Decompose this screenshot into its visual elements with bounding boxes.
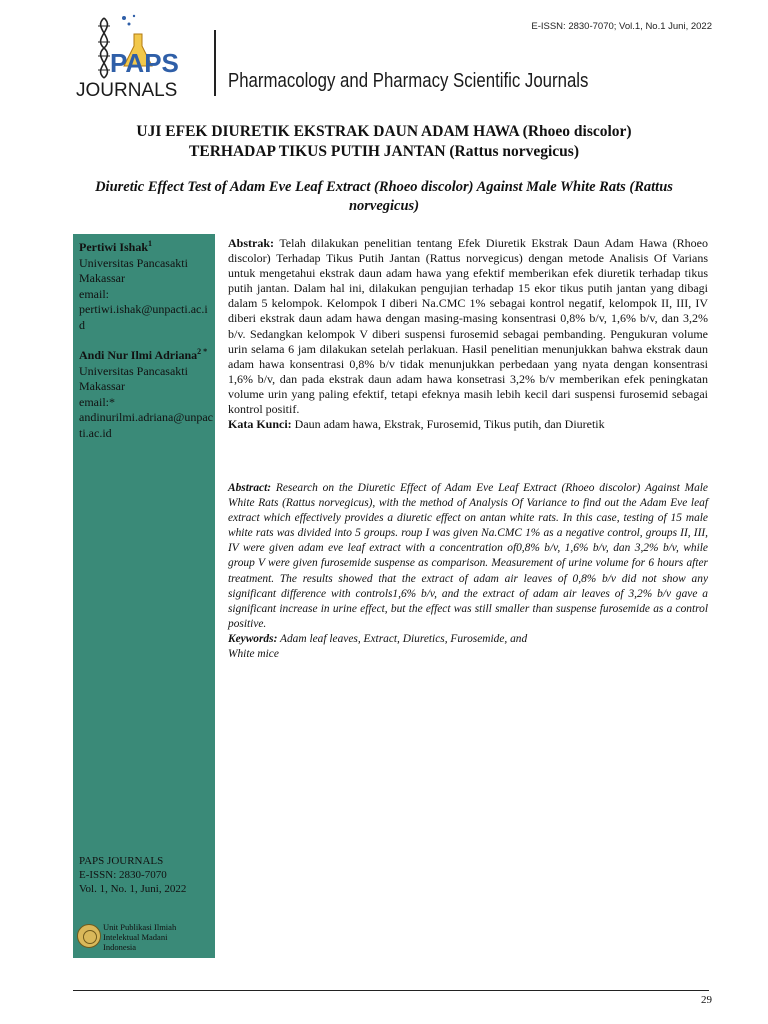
author-2-email-label: email:*: [79, 394, 115, 409]
title-line-1: UJI EFEK DIURETIK EKSTRAK DAUN ADAM HAWA (Rhoeo discolor): [136, 123, 632, 140]
kata-kunci-label: Kata Kunci:: [228, 417, 292, 432]
keywords: [228, 632, 708, 647]
abstrak-label: Abstrak:: [228, 236, 275, 250]
abstract-english-body: [228, 481, 708, 632]
title-line-2: TERHADAP TIKUS PUTIH JANTAN (Rattus norvegicus): [189, 143, 579, 160]
author-1-email[interactable]: pertiwi.ishak@unpacti.ac.id: [79, 302, 208, 332]
upi-text: [103, 922, 176, 952]
footer-rule: [73, 990, 709, 991]
author-sidebar: [73, 234, 215, 958]
author-block-2: [79, 344, 213, 441]
logo-text-paps: PAPS: [110, 48, 179, 78]
author-1-email-label: email:: [79, 286, 109, 301]
keywords-label: Keywords:: [228, 632, 278, 645]
upi-logo-block: [77, 922, 211, 952]
paper-title-english: Diuretic Effect Test of Adam Eve Leaf Extract (Rhoeo discolor) Against Male White Rats (Rattus norvegicus): [95, 179, 673, 214]
abstract-indonesian: [228, 236, 708, 432]
author-1-name-text: Pertiwi Ishak: [79, 240, 148, 254]
keywords-line-1: Adam leaf leaves, Extract, Diuretics, Furosemide, and: [280, 632, 528, 645]
abstract-text: Research on the Diuretic Effect of Adam Eve Leaf Extract (Rhoeo discolor) Against Male White Rats (Rattus norvegicus), with the method of Analysis Of Variance to find out the Adam Eve leaf extract which effectively provides a diuretic effect on antan white rats. In this case, testing of 15 male white rats was divided into 5 groups. roup I was given Na.CMC 1% as a negative control, groups II, III, IV were given adam eve leaf extract with a concentration of0,8% b/v, 1,6% b/v, dan 3,2% b/v, while group V were given furosemide suspense as comparison. Measurement of urine volume for 6 hours after treatment. The results showed that the extract of adam air leaves of 0,8% b/v did not show any significant difference with controls1,6% b/v, and the extract of adam air leaves of 3,2% b/v gave a significant increase in urine effect, but the effect was still smaller than suspense furosemide as a control positive.: [228, 482, 708, 630]
page-number: 29: [701, 994, 712, 1006]
abstract-indonesian-body: [228, 236, 708, 417]
author-2-name-text: Andi Nur Ilmi Adriana: [79, 348, 198, 362]
journal-info-name: PAPS JOURNALS: [79, 855, 164, 867]
upi-line-3: Indonesia: [103, 942, 137, 952]
logo-text-journals: JOURNALS: [76, 80, 178, 100]
paps-journals-logo: [74, 12, 214, 100]
paper-title-indonesian: [60, 122, 708, 162]
journal-info: [79, 854, 186, 896]
header-divider: [214, 30, 216, 96]
author-1-sup: 1: [148, 239, 152, 248]
author-name-1: [79, 236, 213, 256]
upi-seal-icon: [77, 924, 101, 948]
keywords-line-2: White mice: [228, 648, 279, 661]
kata-kunci: [228, 417, 708, 432]
upi-line-1: Unit Publikasi Ilmiah: [103, 922, 177, 932]
upi-line-2: Intelektual Madani: [103, 932, 168, 942]
author-2-affiliation: Universitas Pancasakti Makassar: [79, 363, 188, 393]
author-2-sup: 2 *: [197, 347, 208, 356]
issn-line: E-ISSN: 2830-7070; Vol.1, No.1 Juni, 2022: [531, 21, 712, 32]
abstract-english: [228, 481, 708, 662]
author-2-email[interactable]: andinurilmi.adriana@unpacti.ac.id: [79, 410, 214, 440]
abstrak-text: Telah dilakukan penelitian tentang Efek Diuretik Ekstrak Daun Adam Hawa (Rhoeo discolor) Terhadap Tikus Putih Jantan (Rattus norvegicus) dengan metode Analisis Of Varians untuk mengetahui ekstrak daun adam hawa yang efektif memberikan efek diuretik terhadap tikus putih jantan. Dalam hal ini, dilakukan pengujian terhadap 15 ekor tikus putih jantan yang dibagi dalam 5 kelompok. Kelompok I diberi Na.CMC 1% sebagai kontrol negatif, kelompok II, III, IV diberi ekstrak daun adam hawa dengan masing-masing konsentrasi 0,8% b/v, 1,6% b/v, dan 3,2% b/v. Sedangkan kelompok V diberi suspensi furosemid sebagai pembanding. Pengukuran volume urin selama 6 jam dilakukan setelah perlakuan. Hasil penelitian menunjukkan bahwa ekstrak daun adam hawa konsentrasi 0,8% b/v tidak menunjukkan perbedaan yang nyata dengan konsentrasi 1,6% b/v, dan pada ekstrak daun adam hawa konsetrasi 3,2% b/v memberikan efek peningkatan volume urin yang paling efektif, tetapi efeknya masih lebih kecil dari suspensi furosemid sebagai kontrol positif.: [228, 236, 708, 417]
journal-info-volume: Vol. 1, No. 1, Juni, 2022: [79, 883, 187, 895]
journal-info-issn: E-ISSN: 2830-7070: [79, 869, 167, 881]
author-block-1: [79, 236, 213, 333]
author-name-2: [79, 344, 213, 364]
author-1-affiliation: Universitas Pancasakti Makassar: [79, 255, 188, 285]
journal-title: Pharmacology and Pharmacy Scientific Journals: [228, 70, 589, 92]
abstract-label: Abstract:: [228, 482, 272, 494]
kata-kunci-text: Daun adam hawa, Ekstrak, Furosemid, Tikus putih, dan Diuretik: [294, 417, 605, 432]
